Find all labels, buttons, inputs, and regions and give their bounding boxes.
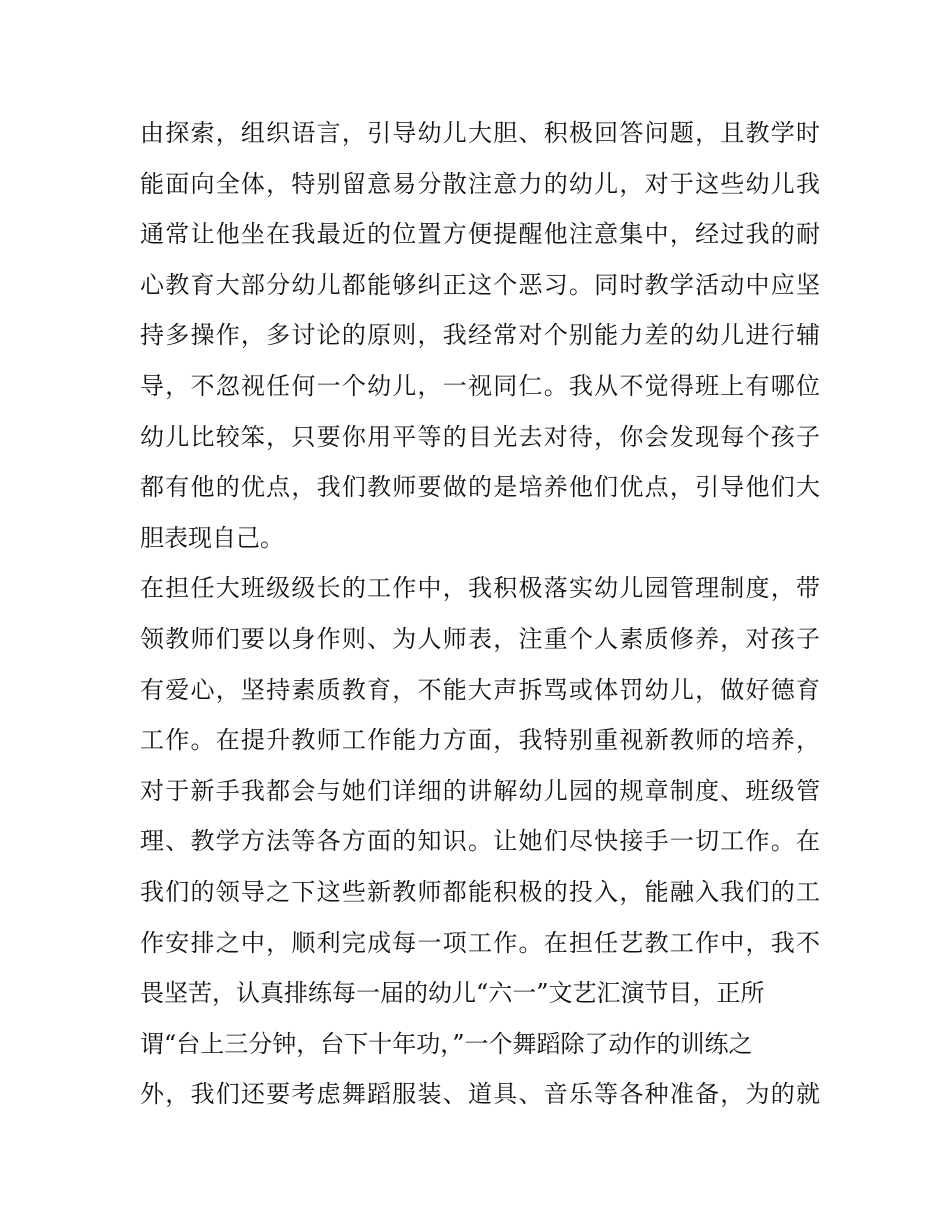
text-line-12: 有爱心，坚持素质教育，不能大声拆骂或体罚幼儿，做好德育 <box>140 675 820 704</box>
text-line-4: 心教育大部分幼儿都能够纠正这个恶习。同时教学活动中应坚 <box>140 270 820 299</box>
text-line-15: 理、教学方法等各方面的知识。让她们尽快接手一切工作。在 <box>140 827 820 856</box>
text-line-18: 畏坚苦，认真排练每一届的幼儿“六一”文艺汇演节目，正所 <box>140 979 765 1008</box>
text-line-1: 由探索，组织语言，引导幼儿大胆、积极回答问题，且教学时 <box>140 119 820 147</box>
text-line-10: 在担任大班级级长的工作中，我积极落实幼儿园管理制度，带 <box>140 574 820 603</box>
text-line-16: 我们的领导之下这些新教师都能积极的投入，能融入我们的工 <box>140 877 820 906</box>
text-line-14: 对于新手我都会与她们详细的讲解幼儿园的规章制度、班级管 <box>140 776 820 805</box>
body-text <box>140 108 820 1120</box>
text-line-7: 幼儿比较笨，只要你用平等的目光去对待，你会发现每个孩子 <box>140 422 820 451</box>
text-line-20: 外，我们还要考虑舞蹈服装、道具、音乐等各种准备，为的就 <box>140 1080 820 1109</box>
text-line-19: 谓“台上三分钟，台下十年功，”一个舞蹈除了动作的训练之 <box>140 1029 753 1058</box>
text-line-17: 作安排之中，顺利完成每一项工作。在担任艺教工作中，我不 <box>140 928 820 957</box>
text-line-2: 能面向全体，特别留意易分散注意力的幼儿，对于这些幼儿我 <box>140 169 820 198</box>
text-line-3: 通常让他坐在我最近的位置方便提醒他注意集中，经过我的耐 <box>140 220 820 249</box>
text-line-8: 都有他的优点，我们教师要做的是培养他们优点，引导他们大 <box>140 473 820 502</box>
text-line-13: 工作。在提升教师工作能力方面，我特别重视新教师的培养， <box>140 726 820 755</box>
text-line-5: 持多操作，多讨论的原则，我经常对个别能力差的幼儿进行辅 <box>140 321 820 350</box>
text-line-11: 领教师们要以身作则、为人师表，注重个人素质修养，对孩子 <box>140 624 820 653</box>
text-line-9: 胆表现自己。 <box>140 523 284 552</box>
text-line-6: 导，不忽视任何一个幼儿，一视同仁。我从不觉得班上有哪位 <box>140 371 820 400</box>
